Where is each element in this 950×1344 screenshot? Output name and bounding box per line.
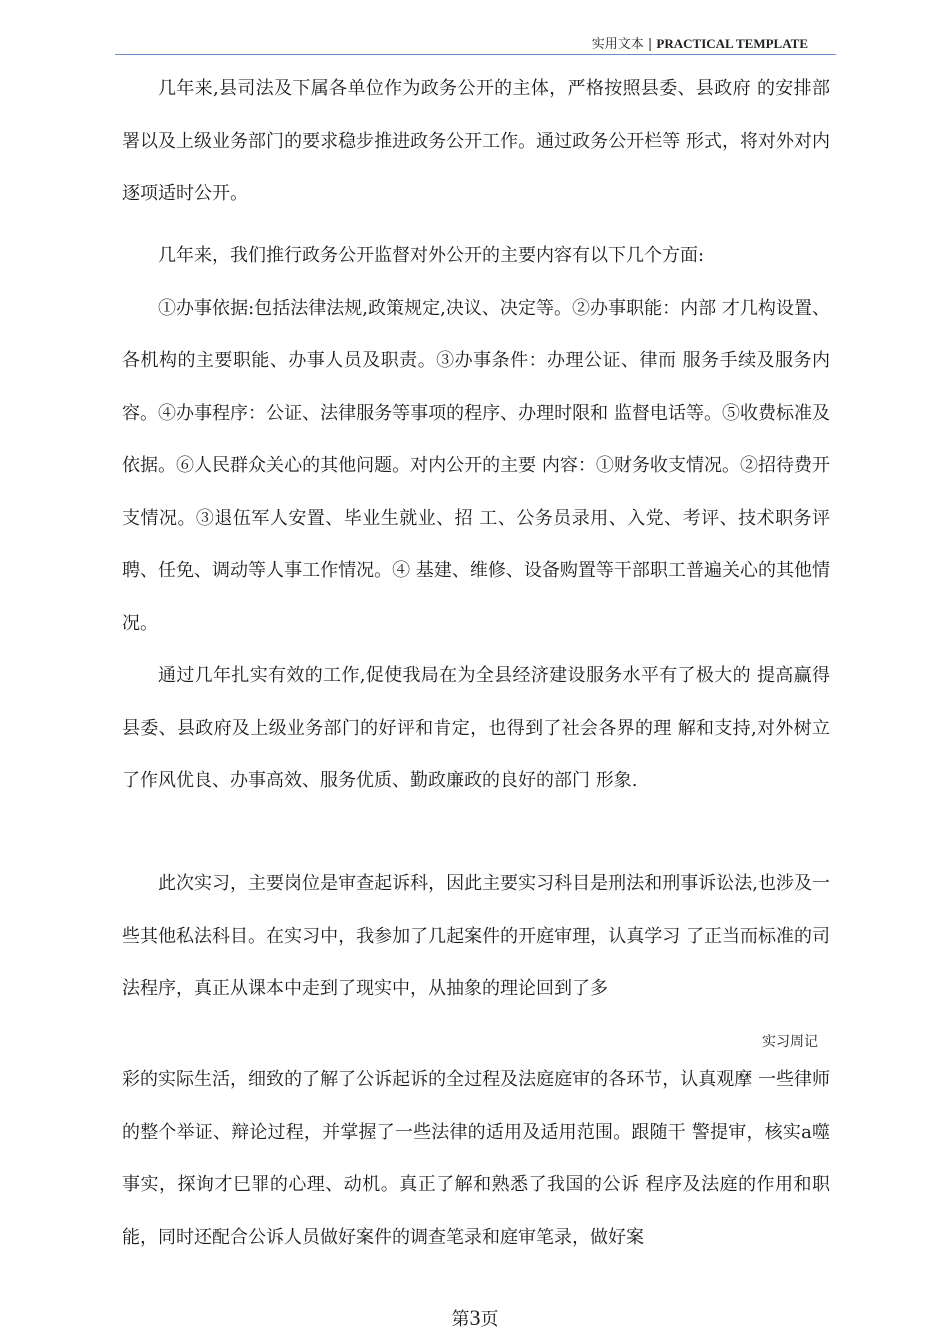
paragraph: 此次实习，主要岗位是审查起诉科，因此主要实习科目是刑法和刑事诉讼法,也涉及一些其他私法科目。在实习中，我参加了几起案件的开庭审理，认真学习 了正当而标准的司法程序，真正从课本中走到了现实中，从抽象的理论回到了多: [122, 873, 830, 999]
header-separator: |: [647, 37, 653, 52]
text-block-4: [122, 1054, 830, 1264]
text-block-3: [122, 858, 830, 1016]
page-header: [115, 30, 836, 55]
page-footer: [0, 1305, 950, 1331]
header-text: [592, 33, 808, 52]
header-en: PRACTICAL TEMPLATE: [656, 36, 808, 51]
paragraph: 几年来，我们推行政务公开监督对外公开的主要内容有以下几个方面:: [158, 245, 705, 266]
footer-prefix: 第: [451, 1309, 470, 1330]
paragraph: 几年来,县司法及下属各单位作为政务公开的主体，严格按照县委、县政府 的安排部署以及上级业务部门的要求稳步推进政务公开工作。通过政务公开栏等 形式，将对外对内逐项适时公开。: [122, 78, 830, 204]
paragraph: 通过几年扎实有效的工作,促使我局在为全县经济建设服务水平有了极大的 提高赢得县委、县政府及上级业务部门的好评和肯定，也得到了社会各界的理 解和支持,对外树立了作风优良、办事高效、服务优质、勤政廉政的良好的部门 形象.: [122, 665, 830, 791]
text-block-2: [122, 230, 830, 808]
page-number: 3: [469, 1305, 481, 1330]
side-note: 实习周记: [762, 1034, 818, 1050]
text-block-1: [122, 63, 830, 221]
header-cn: 实用文本: [591, 37, 644, 52]
paragraph: 彩的实际生活，细致的了解了公诉起诉的全过程及法庭庭审的各环节，认真观摩 一些律师的整个举证、辩论过程，并掌握了一些法律的适用及适用范围。跟随干 警提审，核实a噬事实，探询才巳罪的心理、动机。真正了解和熟悉了我国的公诉 程序及法庭的作用和职能，同时还配合公诉人员做好案件的调查笔录和庭审笔录，做好案: [122, 1069, 830, 1248]
paragraph: ①办事依据:包括法律法规,政策规定,决议、决定等。②办事职能：内部 才几构设置、各机构的主要职能、办事人员及职责。③办事条件：办理公证、律而 服务手续及服务内容。④办事程序：公证、法律服务等事项的程序、办理时限和 监督电话等。⑤收费标准及依据。⑥人民群众关心的其他问题。对内公开的主要 内容：①财务收支情况。②招待费开支情况。③退伍军人安置、毕业生就业、招 工、公务员录用、入党、考评、技术职务评聘、任免、调动等人事工作情况。④ 基建、维修、设备购置等干部职工普遍关心的其他情况。: [122, 297, 830, 634]
footer-suffix: 页: [480, 1309, 499, 1330]
